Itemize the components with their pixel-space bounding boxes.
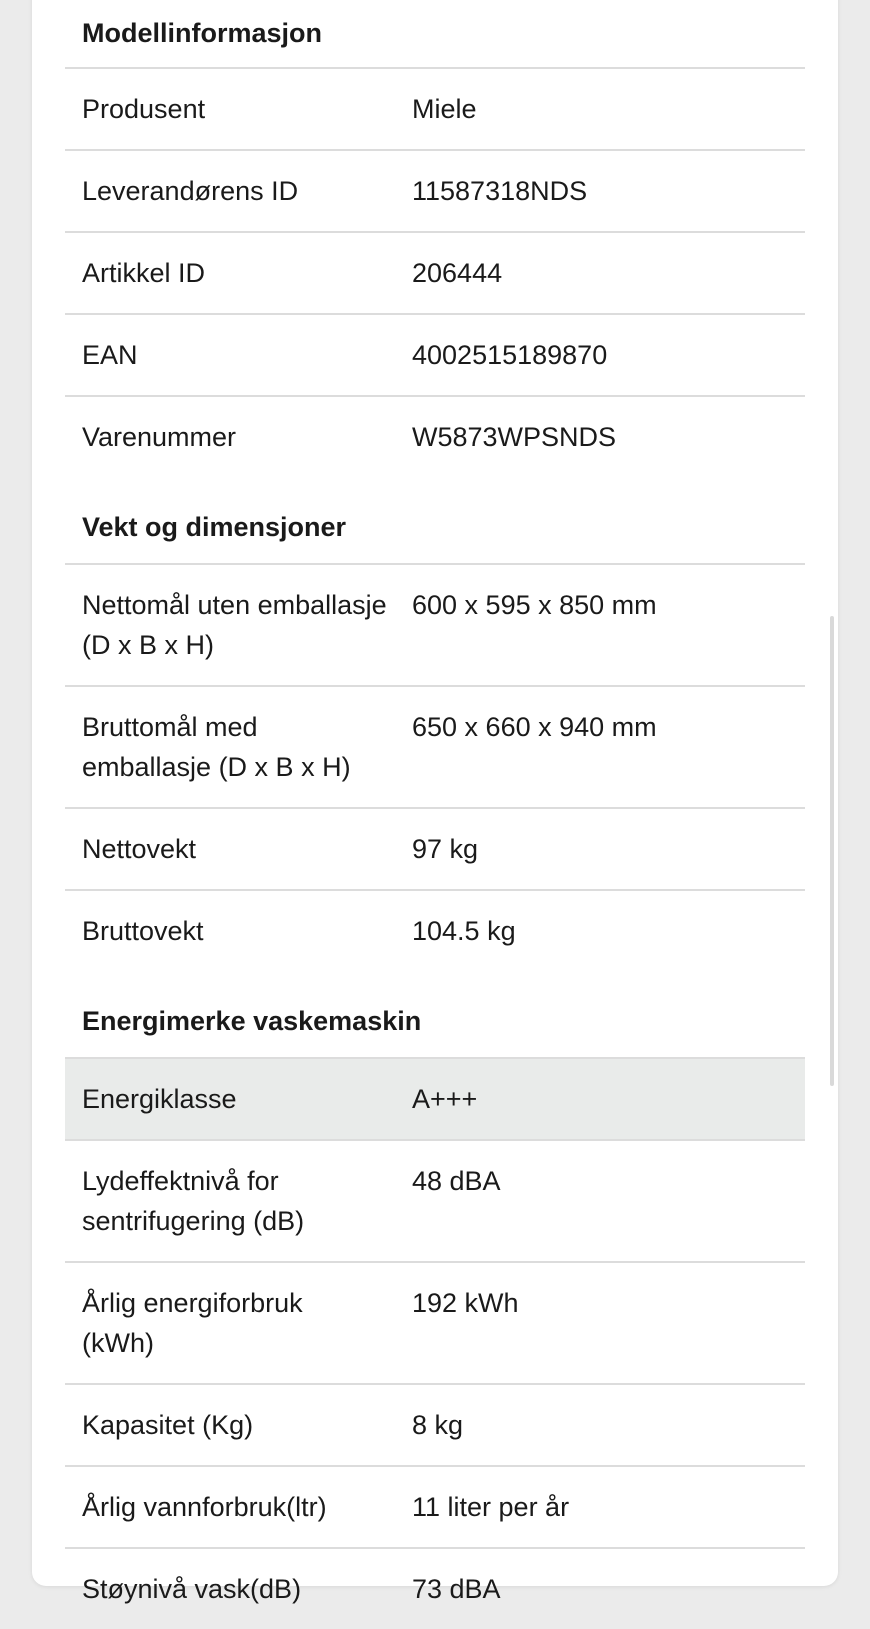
section-title-modellinformasjon: Modellinformasjon [65,0,805,69]
spec-value: 11587318NDS [412,176,588,206]
spec-label: Lydeffektnivå for sentrifugering (dB) [82,1166,305,1236]
spec-label: Årlig vannforbruk(ltr) [82,1492,327,1522]
section-title-vekt-og-dimensjoner: Vekt og dimensjoner [65,477,805,565]
spec-label: Årlig energiforbruk (kWh) [82,1288,303,1358]
spec-value: 73 dBA [412,1574,501,1604]
spec-row-stoyniva-vask [65,1549,805,1629]
spec-value: 8 kg [412,1410,464,1440]
spec-value: 4002515189870 [412,340,608,370]
spec-row-varenummer [65,397,805,477]
spec-value: Miele [412,94,477,124]
spec-label: Energiklasse [82,1084,237,1114]
section-title-energimerke-vaskemaskin: Energimerke vaskemaskin [65,971,805,1059]
spec-row-ean [65,315,805,397]
spec-label: Nettovekt [82,834,197,864]
spec-label: Bruttovekt [82,916,204,946]
spec-row-kapasitet [65,1385,805,1467]
spec-label: Leverandørens ID [82,176,299,206]
spec-label: Nettomål uten emballasje (D x B x H) [82,590,387,660]
spec-row-nettovekt [65,809,805,891]
spec-label: Produsent [82,94,206,124]
spec-row-bruttomal [65,687,805,809]
spec-label: Støynivå vask(dB) [82,1574,302,1604]
spec-sections [65,0,805,1629]
scroll-indicator[interactable] [830,616,834,1086]
spec-label: Artikkel ID [82,258,206,288]
spec-value: 11 liter per år [412,1492,570,1522]
spec-row-nettomal [65,565,805,687]
spec-value: W5873WPSNDS [412,422,617,452]
spec-value: 206444 [412,258,503,288]
spec-value: 104.5 kg [412,916,516,946]
spec-value: 192 kWh [412,1288,519,1318]
spec-label: EAN [82,340,138,370]
spec-label: Bruttomål med emballasje (D x B x H) [82,712,351,782]
spec-value: 600 x 595 x 850 mm [412,590,657,620]
spec-label: Kapasitet (Kg) [82,1410,254,1440]
spec-row-artikkel-id [65,233,805,315]
spec-value: 97 kg [412,834,479,864]
spec-value: 650 x 660 x 940 mm [412,712,657,742]
spec-row-energiklasse [65,1059,805,1141]
spec-row-produsent [65,69,805,151]
spec-row-lydeffektniva [65,1141,805,1263]
spec-value: A+++ [412,1084,478,1114]
spec-row-leverandorens-id [65,151,805,233]
spec-row-bruttovekt [65,891,805,971]
spec-row-arlig-energiforbruk [65,1263,805,1385]
spec-label: Varenummer [82,422,237,452]
spec-row-arlig-vannforbruk [65,1467,805,1549]
spec-value: 48 dBA [412,1166,501,1196]
